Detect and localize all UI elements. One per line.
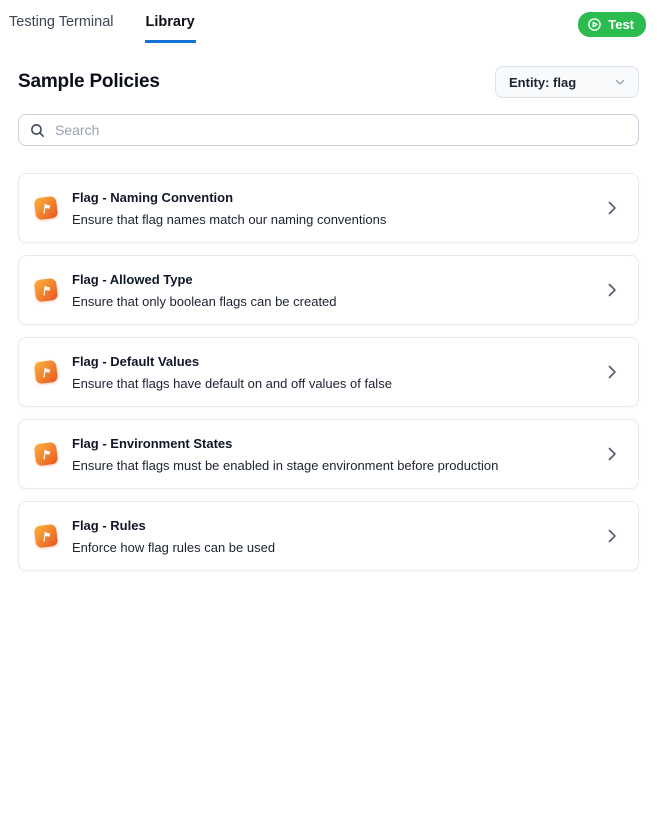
page-header-row <box>18 66 639 98</box>
tab-list <box>8 12 196 43</box>
page-title: Sample Policies <box>18 71 160 92</box>
test-button[interactable] <box>578 12 646 37</box>
flag-icon <box>34 524 59 549</box>
policy-card-allowed-type[interactable] <box>18 255 639 325</box>
search-input[interactable] <box>55 122 628 138</box>
policy-description: Ensure that flags must be enabled in stage environment before production <box>72 457 499 473</box>
chevron-down-icon <box>613 75 627 89</box>
policy-description: Enforce how flag rules can be used <box>72 539 276 555</box>
policy-card-text <box>72 518 275 555</box>
policy-card-rules[interactable] <box>18 501 639 571</box>
flag-icon <box>34 278 59 303</box>
policy-card-naming-convention[interactable] <box>18 173 639 243</box>
policy-description: Ensure that only boolean flags can be created <box>72 293 337 309</box>
policy-description: Ensure that flag names match our naming conventions <box>72 211 387 227</box>
policy-card-default-values[interactable] <box>18 337 639 407</box>
policy-card-text <box>72 272 337 309</box>
policy-title: Flag - Naming Convention <box>72 189 234 205</box>
flag-icon <box>34 442 59 467</box>
chevron-right-icon <box>602 526 622 546</box>
tab-library[interactable]: Library <box>145 12 196 43</box>
policy-list <box>18 173 639 571</box>
chevron-right-icon <box>602 280 622 300</box>
entity-dropdown-value: Entity: flag <box>509 74 577 90</box>
search-box <box>18 114 639 146</box>
flag-icon <box>34 196 59 221</box>
chevron-right-icon <box>602 444 622 464</box>
test-button-label: Test <box>608 17 634 32</box>
policy-description: Ensure that flags have default on and off values of false <box>72 375 392 391</box>
policy-card-text <box>72 190 386 227</box>
play-circle-icon <box>587 17 602 32</box>
chevron-right-icon <box>602 362 622 382</box>
policy-title: Flag - Default Values <box>72 353 200 369</box>
policy-card-text <box>72 354 392 391</box>
entity-dropdown[interactable] <box>495 66 639 98</box>
policy-card-text <box>72 436 498 473</box>
policy-title: Flag - Environment States <box>72 435 233 451</box>
top-tab-bar <box>0 0 657 46</box>
chevron-right-icon <box>602 198 622 218</box>
search-icon <box>29 122 46 139</box>
policy-title: Flag - Rules <box>72 517 146 533</box>
policy-card-environment-states[interactable] <box>18 419 639 489</box>
tab-testing-terminal[interactable]: Testing Terminal <box>9 14 114 30</box>
policy-title: Flag - Allowed Type <box>72 271 193 287</box>
main-content <box>0 66 657 571</box>
flag-icon <box>34 360 59 385</box>
